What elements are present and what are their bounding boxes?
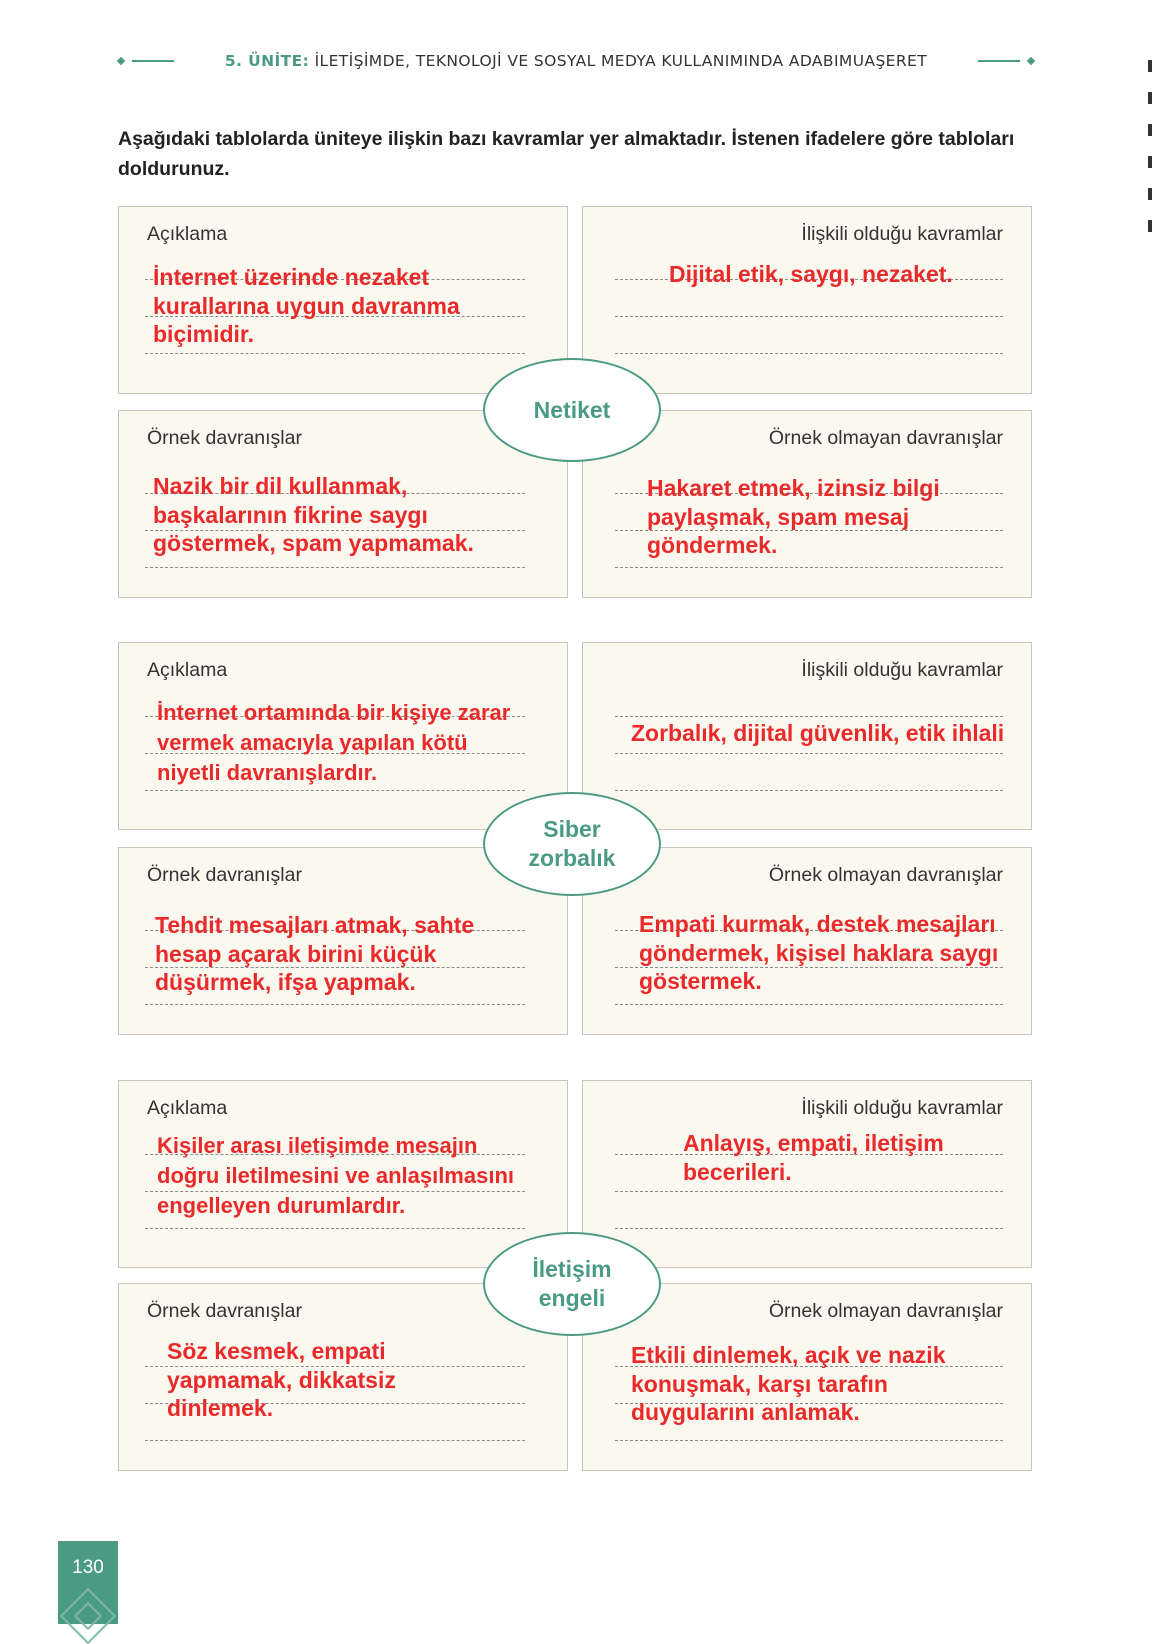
header-rule-left xyxy=(132,60,174,62)
ornek-olmayan-answer[interactable]: Empati kurmak, destek mesajları göndermek, kişisel haklara saygı göstermek. xyxy=(639,911,999,994)
dotted-line xyxy=(145,1228,525,1229)
dotted-line xyxy=(615,1228,1003,1229)
iliskili-box xyxy=(582,1080,1032,1268)
page-header xyxy=(118,48,1034,74)
dotted-line xyxy=(615,353,1003,354)
iliskili-label: İlişkili olduğu kavramlar xyxy=(801,1097,1003,1119)
aciklama-label: Açıklama xyxy=(147,1097,228,1119)
dotted-line xyxy=(615,567,1003,568)
dotted-line xyxy=(145,1004,525,1005)
header-rule-right xyxy=(978,60,1020,62)
concept-title: İletişim engeli xyxy=(532,1256,612,1311)
aciklama-answer[interactable]: İnternet üzerinde nezaket kurallarına uygun davranma biçimidir. xyxy=(153,264,460,347)
ornek-answer[interactable]: Tehdit mesajları atmak, sahte hesap açarak birini küçük düşürmek, ifşa yapmak. xyxy=(155,912,475,995)
concept-oval xyxy=(483,358,661,462)
iliskili-answer[interactable]: Anlayış, empati, iletişim becerileri. xyxy=(683,1130,944,1185)
iliskili-label: İlişkili olduğu kavramlar xyxy=(801,659,1003,681)
ornek-olmayan-answer[interactable]: Hakaret etmek, izinsiz bilgi paylaşmak, spam mesaj göndermek. xyxy=(647,475,940,558)
ornek-label: Örnek davranışlar xyxy=(147,1300,302,1322)
dotted-line xyxy=(145,790,525,791)
dotted-line xyxy=(145,353,525,354)
aciklama-label: Açıklama xyxy=(147,659,228,681)
header-diamond-left xyxy=(117,57,125,65)
ornek-olmayan-box xyxy=(582,1283,1032,1471)
aciklama-box xyxy=(118,1080,568,1268)
iliskili-answer[interactable]: Zorbalık, dijital güvenlik, etik ihlali xyxy=(631,720,1005,746)
ornek-label: Örnek davranışlar xyxy=(147,427,302,449)
ornek-olmayan-box xyxy=(582,410,1032,598)
dotted-line xyxy=(145,1440,525,1441)
ornek-olmayan-label: Örnek olmayan davranışlar xyxy=(768,1300,1003,1322)
ornek-olmayan-box xyxy=(582,847,1032,1035)
dotted-line xyxy=(615,1440,1003,1441)
ornek-olmayan-label: Örnek olmayan davranışlar xyxy=(768,864,1003,886)
header-unit: 5. ÜNİTE: xyxy=(224,52,310,70)
page-number-tab xyxy=(58,1541,118,1624)
ornek-olmayan-label: Örnek olmayan davranışlar xyxy=(768,427,1003,449)
concept-title: Netiket xyxy=(533,396,611,423)
dotted-line xyxy=(145,567,525,568)
iliskili-answer[interactable]: Dijital etik, saygı, nezaket. xyxy=(669,261,953,287)
concept-title: Siber zorbalık xyxy=(528,816,616,871)
header-diamond-right xyxy=(1027,57,1035,65)
iliskili-label: İlişkili olduğu kavramlar xyxy=(801,223,1003,245)
aciklama-box xyxy=(118,206,568,394)
aciklama-answer[interactable]: İnternet ortamında bir kişiye zarar vermek amacıyla yapılan kötü niyetli davranışlardır. xyxy=(157,700,511,785)
aciklama-box xyxy=(118,642,568,830)
dotted-line xyxy=(615,716,1003,717)
ornek-olmayan-answer[interactable]: Etkili dinlemek, açık ve nazik konuşmak, karşı tarafın duygularını anlamak. xyxy=(631,1342,946,1425)
page-number: 130 xyxy=(72,1557,104,1578)
iliskili-box xyxy=(582,642,1032,830)
concept-oval xyxy=(483,792,661,896)
dotted-line xyxy=(615,316,1003,317)
ornek-answer[interactable]: Nazik bir dil kullanmak, başkalarının fikrine saygı göstermek, spam yapmamak. xyxy=(153,473,474,556)
header-title: İLETİŞİMDE, TEKNOLOJİ VE SOSYAL MEDYA KULLANIMINDA ADABIMUAŞERET xyxy=(314,52,928,70)
header-text xyxy=(182,52,970,70)
dotted-line xyxy=(615,1004,1003,1005)
page-edge-marks xyxy=(1148,60,1152,230)
dotted-line xyxy=(615,790,1003,791)
dotted-line xyxy=(615,753,1003,754)
ornek-label: Örnek davranışlar xyxy=(147,864,302,886)
instruction-text: Aşağıdaki tablolarda üniteye ilişkin bazı kavramlar yer almaktadır. İstenen ifadelere göre tabloları doldurunuz. xyxy=(118,128,1015,180)
concept-oval xyxy=(483,1232,661,1336)
iliskili-box xyxy=(582,206,1032,394)
aciklama-label: Açıklama xyxy=(147,223,228,245)
ornek-answer[interactable]: Söz kesmek, empati yapmamak, dikkatsiz dinlemek. xyxy=(167,1338,396,1421)
aciklama-answer[interactable]: Kişiler arası iletişimde mesajın doğru iletilmesini ve anlaşılmasını engelleyen durumlardır. xyxy=(157,1133,515,1218)
dotted-line xyxy=(615,1191,1003,1192)
